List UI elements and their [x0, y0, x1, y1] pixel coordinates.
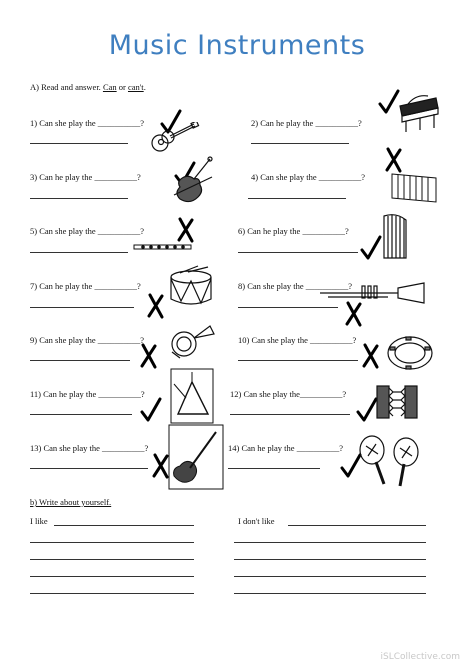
answer-line-6[interactable]	[238, 252, 358, 253]
answer-line-10[interactable]	[238, 360, 358, 361]
trumpet-icon	[318, 282, 428, 304]
xylophone-icon	[390, 170, 438, 206]
writing-line[interactable]	[234, 576, 426, 577]
piano-icon	[396, 92, 442, 134]
answer-line-3[interactable]	[30, 198, 128, 199]
writing-line[interactable]	[234, 593, 426, 594]
horn-icon	[170, 322, 216, 360]
writing-line[interactable]	[30, 559, 194, 560]
section-b-title: b) Write about yourself.	[30, 497, 112, 507]
question-6: 6) Can he play the __________?	[238, 226, 349, 236]
drum-icon	[168, 265, 214, 309]
cross-mark-8	[343, 300, 365, 328]
maracas-icon	[354, 432, 428, 488]
cross-mark-5	[175, 216, 197, 244]
i-like-label: I like	[30, 516, 48, 526]
answer-line-14[interactable]	[228, 468, 320, 469]
question-13: 13) Can she play the __________?	[30, 443, 149, 453]
question-9: 9) Can she play the __________?	[30, 335, 145, 345]
answer-line-2[interactable]	[251, 143, 349, 144]
writing-line[interactable]	[30, 576, 194, 577]
i-dont-like-line[interactable]	[288, 525, 426, 526]
i-like-line[interactable]	[54, 525, 194, 526]
cant-word: can't	[127, 82, 144, 92]
answer-line-7[interactable]	[30, 307, 134, 308]
writing-line[interactable]	[234, 542, 426, 543]
answer-line-13[interactable]	[30, 468, 148, 469]
can-word: Can	[102, 82, 117, 92]
question-11: 11) Can he play the __________?	[30, 389, 145, 399]
question-4: 4) Can she play the __________?	[251, 172, 366, 182]
watermark: iSLCollective.com	[380, 652, 460, 662]
writing-line[interactable]	[30, 542, 194, 543]
question-3: 3) Can he play the __________?	[30, 172, 141, 182]
answer-line-8[interactable]	[238, 307, 338, 308]
cross-mark-10	[360, 342, 382, 370]
question-8: 8) Can she play the __________?	[238, 281, 353, 291]
check-mark-6	[360, 234, 382, 262]
answer-line-4[interactable]	[248, 198, 346, 199]
question-7: 7) Can he play the __________?	[30, 281, 141, 291]
tambourine-icon	[386, 334, 434, 372]
answer-line-12[interactable]	[230, 414, 350, 415]
check-mark-11	[140, 396, 162, 424]
violin-icon	[172, 155, 216, 205]
harp-icon	[380, 212, 410, 260]
i-dont-like-label: I don't like	[238, 516, 275, 526]
cross-mark-9	[138, 342, 160, 370]
question-5: 5) Can she play the __________?	[30, 226, 145, 236]
guitar-icon	[150, 122, 200, 154]
flute-icon	[133, 242, 193, 252]
cross-mark-7	[145, 292, 167, 320]
electric-guitar-icon	[168, 424, 224, 490]
instructions: A) Read and answer. Can or can't.	[30, 82, 146, 92]
question-10: 10) Can she play the __________?	[238, 335, 357, 345]
triangle-icon	[170, 368, 214, 424]
answer-line-1[interactable]	[30, 143, 128, 144]
question-12: 12) Can she play the__________?	[230, 389, 347, 399]
page-title: Music Instruments	[108, 30, 366, 61]
question-2: 2) Can he play the __________?	[251, 118, 362, 128]
accordion-icon	[375, 382, 419, 422]
answer-line-11[interactable]	[30, 414, 132, 415]
question-1: 1) Can she play the __________?	[30, 118, 145, 128]
answer-line-5[interactable]	[30, 252, 128, 253]
answer-line-9[interactable]	[30, 360, 130, 361]
question-14: 14) Can he play the __________?	[228, 443, 343, 453]
writing-line[interactable]	[234, 559, 426, 560]
writing-line[interactable]	[30, 593, 194, 594]
